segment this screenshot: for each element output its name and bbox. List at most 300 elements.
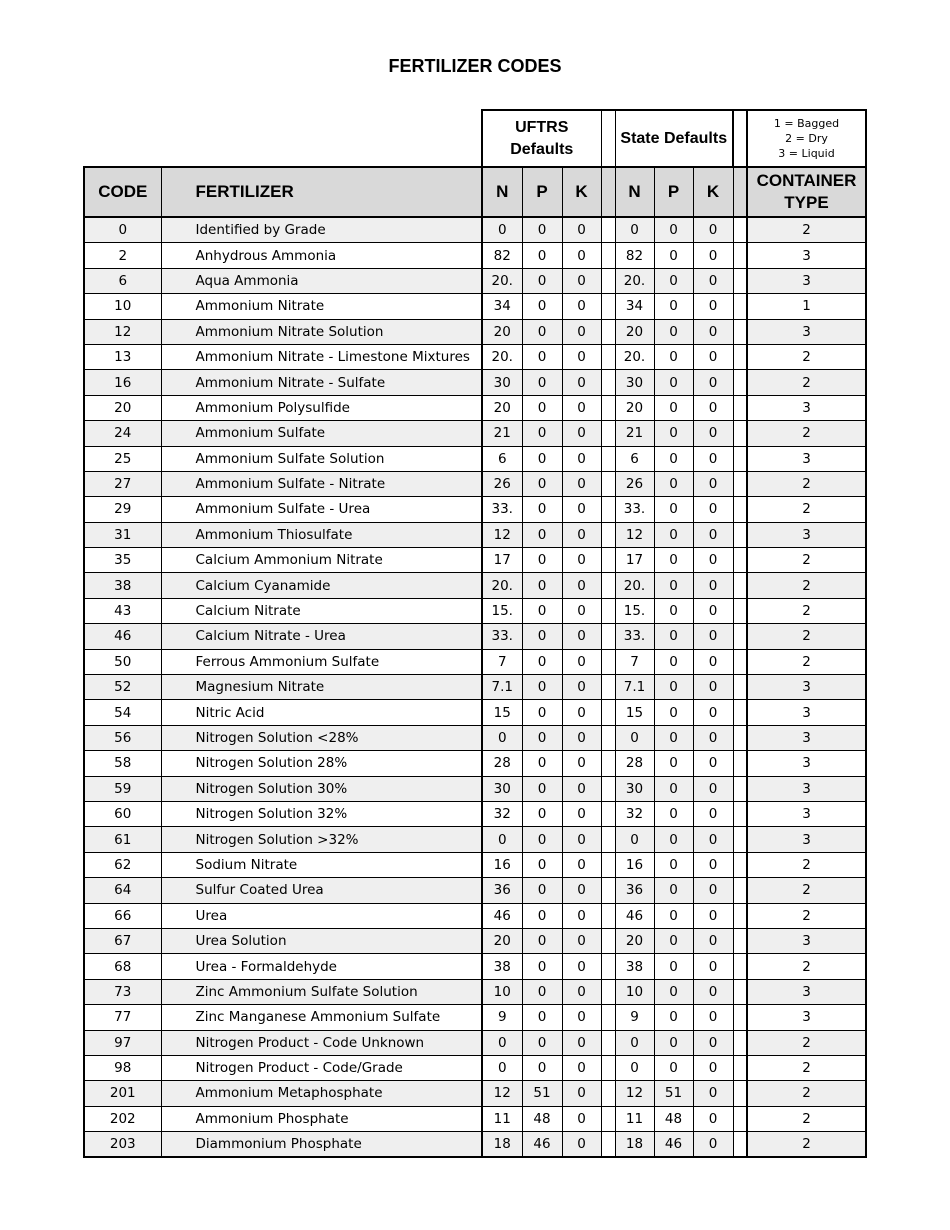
- fertilizer-name-cell: Ammonium Metaphosphate: [161, 1081, 482, 1106]
- spacer-cell: [601, 1030, 615, 1055]
- code-cell: 38: [84, 573, 161, 598]
- code-cell: 201: [84, 1081, 161, 1106]
- state-n-cell: 16: [615, 852, 654, 877]
- state-p-cell: 0: [654, 548, 693, 573]
- state-n-cell: 30: [615, 370, 654, 395]
- spacer-cell: [733, 1106, 747, 1131]
- spacer-cell: [733, 776, 747, 801]
- uftrs-p-cell: 0: [522, 344, 562, 369]
- spacer-cell: [601, 801, 615, 826]
- state-p-cell: 0: [654, 954, 693, 979]
- uftrs-k-cell: 0: [562, 268, 601, 293]
- code-cell: 54: [84, 700, 161, 725]
- table-row: [84, 446, 866, 471]
- uftrs-k-cell: 0: [562, 243, 601, 268]
- spacer-cell: [601, 294, 615, 319]
- state-n-cell: 12: [615, 1081, 654, 1106]
- state-p-cell: 0: [654, 319, 693, 344]
- spacer-cell: [601, 522, 615, 547]
- uftrs-p-cell: 0: [522, 776, 562, 801]
- state-k-cell: 0: [693, 598, 733, 623]
- state-n-cell: 20.: [615, 268, 654, 293]
- code-cell: 27: [84, 471, 161, 496]
- state-n-cell: 7.1: [615, 675, 654, 700]
- state-p-cell: 0: [654, 1055, 693, 1080]
- code-cell: 43: [84, 598, 161, 623]
- fertilizer-name-cell: Calcium Nitrate: [161, 598, 482, 623]
- state-p-cell: 0: [654, 649, 693, 674]
- uftrs-n-cell: 36: [482, 878, 522, 903]
- state-p-cell: 0: [654, 751, 693, 776]
- table-row: [84, 725, 866, 750]
- code-cell: 35: [84, 548, 161, 573]
- fertilizer-name-cell: Ammonium Sulfate - Nitrate: [161, 471, 482, 496]
- state-n-cell: 15.: [615, 598, 654, 623]
- spacer-cell: [601, 954, 615, 979]
- uftrs-k-cell: 0: [562, 1030, 601, 1055]
- table-row: [84, 421, 866, 446]
- container-type-cell: 3: [747, 801, 866, 826]
- spacer-cell: [733, 979, 747, 1004]
- container-type-cell: 2: [747, 548, 866, 573]
- spacer-cell: [733, 700, 747, 725]
- spacer-cell: [601, 852, 615, 877]
- uftrs-k-cell: 0: [562, 878, 601, 903]
- spacer-cell: [601, 344, 615, 369]
- state-k-cell: 0: [693, 471, 733, 496]
- table-row: [84, 624, 866, 649]
- container-type-cell: 2: [747, 852, 866, 877]
- table-row: [84, 776, 866, 801]
- uftrs-n-cell: 20.: [482, 268, 522, 293]
- spacer-cell: [601, 1055, 615, 1080]
- container-type-cell: 3: [747, 319, 866, 344]
- container-type-cell: 2: [747, 573, 866, 598]
- fertilizer-name-cell: Ammonium Sulfate - Urea: [161, 497, 482, 522]
- uftrs-n-cell: 12: [482, 1081, 522, 1106]
- table-row: [84, 1005, 866, 1030]
- code-cell: 97: [84, 1030, 161, 1055]
- table-row: [84, 675, 866, 700]
- state-p-cell: 0: [654, 852, 693, 877]
- state-k-cell: 0: [693, 548, 733, 573]
- state-n-cell: 0: [615, 725, 654, 750]
- uftrs-p-cell: 0: [522, 370, 562, 395]
- state-k-cell: 0: [693, 243, 733, 268]
- code-cell: 73: [84, 979, 161, 1004]
- uftrs-p-cell: 0: [522, 1030, 562, 1055]
- container-type-cell: 3: [747, 827, 866, 852]
- uftrs-k-cell: 0: [562, 1106, 601, 1131]
- spacer-cell: [601, 928, 615, 953]
- spacer-cell: [733, 878, 747, 903]
- fertilizer-name-cell: Urea Solution: [161, 928, 482, 953]
- uftrs-n-cell: 30: [482, 776, 522, 801]
- table-row: [84, 370, 866, 395]
- container-type-cell: 2: [747, 344, 866, 369]
- container-type-cell: 2: [747, 1030, 866, 1055]
- uftrs-k-cell: 0: [562, 344, 601, 369]
- fertilizer-codes-table: [83, 109, 867, 1158]
- fertilizer-name-cell: Nitric Acid: [161, 700, 482, 725]
- spacer-cell: [733, 573, 747, 598]
- state-k-cell: 0: [693, 319, 733, 344]
- state-p-cell: 0: [654, 294, 693, 319]
- spacer-cell: [733, 548, 747, 573]
- uftrs-p-cell: 0: [522, 395, 562, 420]
- spacer-cell: [733, 1030, 747, 1055]
- state-p-cell: 0: [654, 776, 693, 801]
- uftrs-n-cell: 0: [482, 1055, 522, 1080]
- spacer-cell: [733, 954, 747, 979]
- uftrs-n-cell: 20: [482, 319, 522, 344]
- uftrs-k-cell: 0: [562, 1005, 601, 1030]
- state-p-cell: 0: [654, 801, 693, 826]
- state-k-cell: 0: [693, 649, 733, 674]
- container-type-cell: 3: [747, 268, 866, 293]
- spacer-cell: [733, 421, 747, 446]
- fertilizer-name-cell: Nitrogen Solution 30%: [161, 776, 482, 801]
- fertilizer-name-cell: Zinc Ammonium Sulfate Solution: [161, 979, 482, 1004]
- container-type-cell: 2: [747, 1055, 866, 1080]
- uftrs-k-cell: 0: [562, 395, 601, 420]
- state-p-cell: 0: [654, 598, 693, 623]
- uftrs-k-cell: 0: [562, 573, 601, 598]
- spacer-cell: [601, 217, 615, 243]
- container-type-cell: 2: [747, 878, 866, 903]
- fertilizer-name-cell: Aqua Ammonia: [161, 268, 482, 293]
- state-n-cell: 9: [615, 1005, 654, 1030]
- spacer-cell: [733, 344, 747, 369]
- uftrs-k-cell: 0: [562, 548, 601, 573]
- spacer-cell: [733, 395, 747, 420]
- fertilizer-name-cell: Ammonium Nitrate: [161, 294, 482, 319]
- spacer-cell: [601, 548, 615, 573]
- code-cell: 64: [84, 878, 161, 903]
- state-p-cell: 0: [654, 471, 693, 496]
- container-type-cell: 2: [747, 903, 866, 928]
- uftrs-k-cell: 0: [562, 979, 601, 1004]
- state-k-cell: 0: [693, 522, 733, 547]
- spacer-cell: [601, 979, 615, 1004]
- state-n-cell: 0: [615, 217, 654, 243]
- container-type-cell: 2: [747, 497, 866, 522]
- fertilizer-name-cell: Anhydrous Ammonia: [161, 243, 482, 268]
- spacer-cell: [601, 675, 615, 700]
- container-type-cell: 2: [747, 649, 866, 674]
- state-n-cell: 6: [615, 446, 654, 471]
- state-k-cell: 0: [693, 1055, 733, 1080]
- spacer-cell: [601, 878, 615, 903]
- uftrs-p-cell: 0: [522, 268, 562, 293]
- uftrs-n-cell: 21: [482, 421, 522, 446]
- state-k-cell: 0: [693, 344, 733, 369]
- spacer-cell: [601, 370, 615, 395]
- spacer-cell: [733, 1132, 747, 1158]
- spacer-cell: [601, 110, 615, 167]
- state-k-cell: 0: [693, 370, 733, 395]
- spacer-cell: [733, 268, 747, 293]
- container-type-cell: 2: [747, 421, 866, 446]
- uftrs-k-cell: 0: [562, 1132, 601, 1158]
- fertilizer-name-cell: Ammonium Nitrate - Limestone Mixtures: [161, 344, 482, 369]
- spacer-cell: [733, 217, 747, 243]
- fertilizer-name-cell: Ammonium Polysulfide: [161, 395, 482, 420]
- table-row: [84, 852, 866, 877]
- uftrs-n-cell: 20: [482, 928, 522, 953]
- state-k-cell: 0: [693, 878, 733, 903]
- uftrs-n-cell: 11: [482, 1106, 522, 1131]
- fertilizer-name-cell: Sulfur Coated Urea: [161, 878, 482, 903]
- uftrs-k-cell: 0: [562, 700, 601, 725]
- table-row: [84, 827, 866, 852]
- container-type-cell: 3: [747, 700, 866, 725]
- uftrs-p-header: P: [522, 167, 562, 217]
- state-k-cell: 0: [693, 776, 733, 801]
- state-k-cell: 0: [693, 497, 733, 522]
- state-p-cell: 0: [654, 344, 693, 369]
- code-cell: 20: [84, 395, 161, 420]
- state-n-cell: 12: [615, 522, 654, 547]
- uftrs-n-cell: 9: [482, 1005, 522, 1030]
- code-cell: 13: [84, 344, 161, 369]
- uftrs-k-cell: 0: [562, 522, 601, 547]
- uftrs-k-cell: 0: [562, 954, 601, 979]
- state-p-cell: 0: [654, 421, 693, 446]
- fertilizer-name-cell: Ammonium Nitrate - Sulfate: [161, 370, 482, 395]
- spacer-cell: [601, 497, 615, 522]
- fertilizer-name-cell: Sodium Nitrate: [161, 852, 482, 877]
- state-p-cell: 0: [654, 370, 693, 395]
- code-cell: 68: [84, 954, 161, 979]
- fertilizer-name-cell: Ammonium Phosphate: [161, 1106, 482, 1131]
- spacer-cell: [601, 1005, 615, 1030]
- uftrs-n-cell: 6: [482, 446, 522, 471]
- state-p-cell: 0: [654, 217, 693, 243]
- table-row: [84, 801, 866, 826]
- spacer-cell: [733, 522, 747, 547]
- state-p-cell: 0: [654, 1030, 693, 1055]
- state-n-cell: 0: [615, 1055, 654, 1080]
- state-p-cell: 0: [654, 573, 693, 598]
- spacer-cell: [733, 852, 747, 877]
- uftrs-n-cell: 7: [482, 649, 522, 674]
- state-k-cell: 0: [693, 801, 733, 826]
- state-k-cell: 0: [693, 1030, 733, 1055]
- uftrs-n-cell: 20: [482, 395, 522, 420]
- fertilizer-name-cell: Urea: [161, 903, 482, 928]
- uftrs-n-cell: 17: [482, 548, 522, 573]
- spacer-cell: [601, 167, 615, 217]
- spacer-cell: [733, 471, 747, 496]
- state-n-cell: 36: [615, 878, 654, 903]
- state-k-cell: 0: [693, 624, 733, 649]
- spacer-cell: [601, 725, 615, 750]
- column-header-row: [84, 167, 866, 217]
- state-p-cell: 0: [654, 395, 693, 420]
- fertilizer-name-cell: Zinc Manganese Ammonium Sulfate: [161, 1005, 482, 1030]
- uftrs-n-cell: 0: [482, 827, 522, 852]
- state-k-cell: 0: [693, 675, 733, 700]
- container-type-cell: 3: [747, 776, 866, 801]
- code-cell: 50: [84, 649, 161, 674]
- uftrs-p-cell: 0: [522, 294, 562, 319]
- fertilizer-name-cell: Calcium Nitrate - Urea: [161, 624, 482, 649]
- state-p-cell: 0: [654, 700, 693, 725]
- uftrs-n-cell: 12: [482, 522, 522, 547]
- uftrs-k-cell: 0: [562, 624, 601, 649]
- spacer-cell: [733, 751, 747, 776]
- state-k-cell: 0: [693, 1081, 733, 1106]
- uftrs-defaults-header: UFTRS Defaults: [482, 110, 601, 167]
- code-cell: 24: [84, 421, 161, 446]
- spacer-cell: [733, 725, 747, 750]
- uftrs-k-cell: 0: [562, 776, 601, 801]
- table-row: [84, 471, 866, 496]
- state-n-cell: 46: [615, 903, 654, 928]
- fertilizer-name-cell: Nitrogen Solution 32%: [161, 801, 482, 826]
- uftrs-p-cell: 0: [522, 979, 562, 1004]
- code-cell: 202: [84, 1106, 161, 1131]
- uftrs-k-cell: 0: [562, 294, 601, 319]
- spacer-cell: [733, 598, 747, 623]
- uftrs-n-cell: 0: [482, 725, 522, 750]
- code-cell: 56: [84, 725, 161, 750]
- legend-liquid: 3 = Liquid: [778, 147, 835, 160]
- state-k-cell: 0: [693, 573, 733, 598]
- uftrs-k-cell: 0: [562, 649, 601, 674]
- legend-dry: 2 = Dry: [785, 132, 828, 145]
- state-k-cell: 0: [693, 903, 733, 928]
- spacer-cell: [733, 110, 747, 167]
- state-p-cell: 0: [654, 243, 693, 268]
- state-k-cell: 0: [693, 268, 733, 293]
- state-k-cell: 0: [693, 979, 733, 1004]
- spacer-cell: [733, 294, 747, 319]
- uftrs-p-cell: 0: [522, 217, 562, 243]
- uftrs-n-cell: 0: [482, 1030, 522, 1055]
- spacer-cell: [601, 776, 615, 801]
- spacer-cell: [601, 598, 615, 623]
- uftrs-n-cell: 15.: [482, 598, 522, 623]
- state-k-cell: 0: [693, 1005, 733, 1030]
- spacer-cell: [601, 268, 615, 293]
- uftrs-n-cell: 34: [482, 294, 522, 319]
- state-k-cell: 0: [693, 421, 733, 446]
- state-k-cell: 0: [693, 700, 733, 725]
- code-cell: 98: [84, 1055, 161, 1080]
- uftrs-n-cell: 16: [482, 852, 522, 877]
- state-n-cell: 20.: [615, 344, 654, 369]
- container-type-cell: 2: [747, 954, 866, 979]
- table-row: [84, 928, 866, 953]
- spacer-cell: [601, 319, 615, 344]
- fertilizer-name-cell: Identified by Grade: [161, 217, 482, 243]
- state-p-cell: 0: [654, 878, 693, 903]
- uftrs-p-cell: 0: [522, 751, 562, 776]
- spacer-cell: [733, 675, 747, 700]
- container-type-cell: 3: [747, 979, 866, 1004]
- state-n-cell: 10: [615, 979, 654, 1004]
- uftrs-k-cell: 0: [562, 421, 601, 446]
- code-cell: 58: [84, 751, 161, 776]
- table-row: [84, 1081, 866, 1106]
- spacer-cell: [733, 649, 747, 674]
- uftrs-p-cell: 0: [522, 1005, 562, 1030]
- table-row: [84, 1132, 866, 1158]
- table-row: [84, 243, 866, 268]
- spacer-cell: [733, 167, 747, 217]
- spacer-cell: [733, 243, 747, 268]
- table-row: [84, 294, 866, 319]
- code-cell: 2: [84, 243, 161, 268]
- state-p-cell: 0: [654, 903, 693, 928]
- spacer-cell: [733, 1055, 747, 1080]
- state-n-cell: 30: [615, 776, 654, 801]
- uftrs-p-cell: 0: [522, 725, 562, 750]
- state-n-cell: 20: [615, 319, 654, 344]
- uftrs-k-cell: 0: [562, 928, 601, 953]
- container-type-cell: 3: [747, 243, 866, 268]
- uftrs-p-cell: 0: [522, 497, 562, 522]
- container-type-header: [747, 167, 866, 217]
- group-header-row: [84, 110, 866, 167]
- table-row: [84, 700, 866, 725]
- state-k-cell: 0: [693, 217, 733, 243]
- spacer-cell: [601, 471, 615, 496]
- table-row: [84, 649, 866, 674]
- uftrs-p-cell: 51: [522, 1081, 562, 1106]
- state-n-cell: 20: [615, 395, 654, 420]
- state-p-cell: 0: [654, 268, 693, 293]
- uftrs-n-cell: 32: [482, 801, 522, 826]
- state-p-cell: 0: [654, 1005, 693, 1030]
- code-cell: 0: [84, 217, 161, 243]
- uftrs-p-cell: 0: [522, 852, 562, 877]
- spacer-cell: [601, 421, 615, 446]
- uftrs-k-cell: 0: [562, 1055, 601, 1080]
- state-n-cell: 0: [615, 1030, 654, 1055]
- state-n-cell: 20: [615, 928, 654, 953]
- uftrs-n-cell: 20.: [482, 344, 522, 369]
- fertilizer-name-cell: Nitrogen Solution 28%: [161, 751, 482, 776]
- state-n-cell: 33.: [615, 624, 654, 649]
- uftrs-k-cell: 0: [562, 725, 601, 750]
- table-row: [84, 751, 866, 776]
- spacer-cell: [733, 903, 747, 928]
- spacer-cell: [601, 751, 615, 776]
- uftrs-p-cell: 0: [522, 675, 562, 700]
- state-n-cell: 18: [615, 1132, 654, 1158]
- uftrs-k-cell: 0: [562, 827, 601, 852]
- state-n-cell: 15: [615, 700, 654, 725]
- state-k-header: K: [693, 167, 733, 217]
- state-k-cell: 0: [693, 294, 733, 319]
- code-cell: 203: [84, 1132, 161, 1158]
- fertilizer-name-cell: Nitrogen Solution <28%: [161, 725, 482, 750]
- uftrs-p-cell: 0: [522, 954, 562, 979]
- state-k-cell: 0: [693, 852, 733, 877]
- page-title: FERTILIZER CODES: [388, 56, 562, 76]
- uftrs-k-cell: 0: [562, 751, 601, 776]
- state-n-cell: 17: [615, 548, 654, 573]
- spacer-cell: [601, 573, 615, 598]
- table-row: [84, 1106, 866, 1131]
- fertilizer-name-cell: Ammonium Nitrate Solution: [161, 319, 482, 344]
- code-cell: 29: [84, 497, 161, 522]
- container-type-cell: 2: [747, 1132, 866, 1158]
- container-type-label: CONTAINER TYPE: [756, 171, 857, 212]
